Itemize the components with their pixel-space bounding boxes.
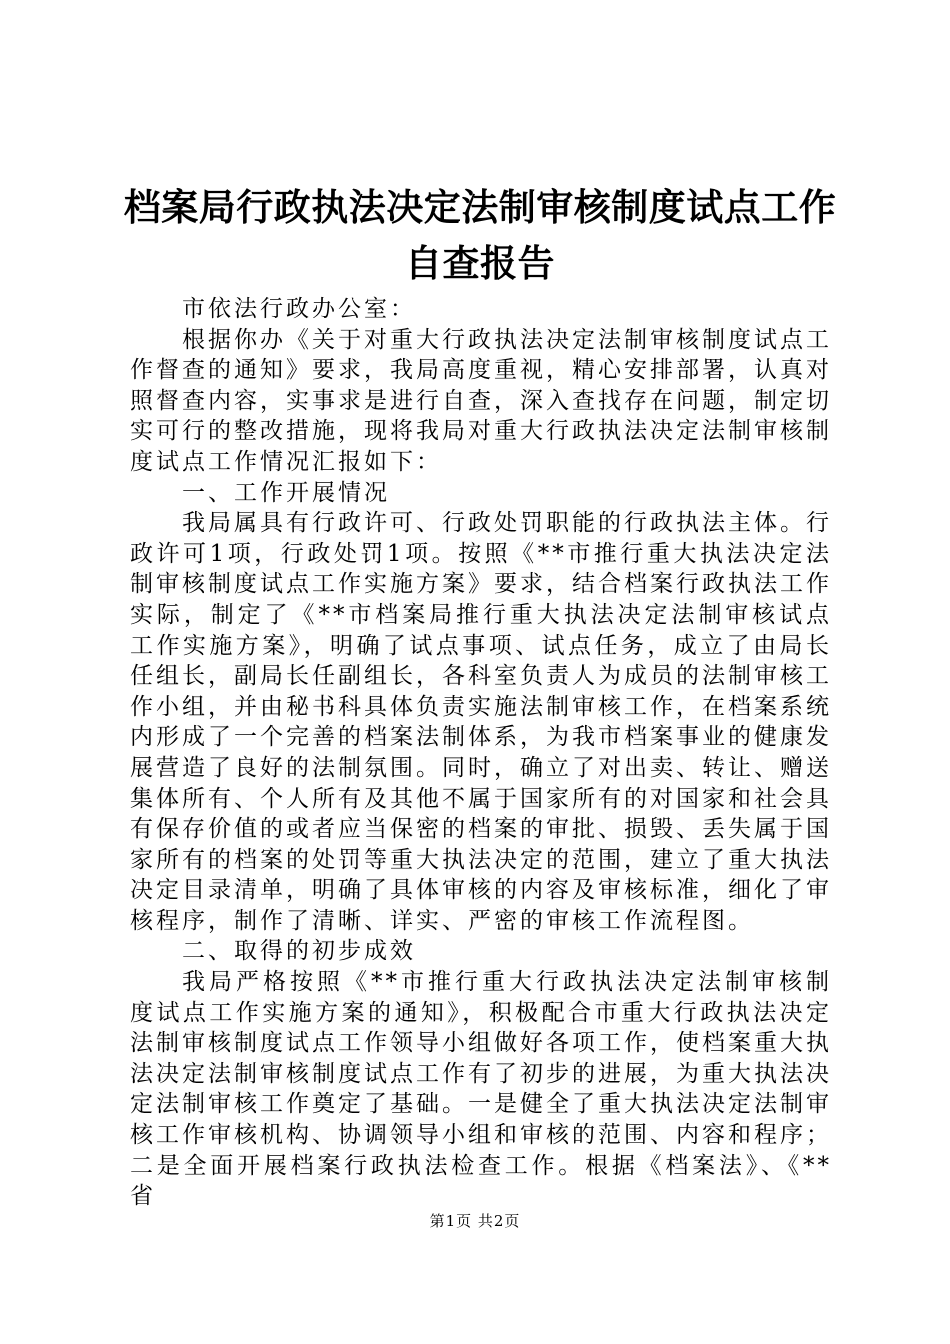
page-footer: 第1页 共2页: [429, 1212, 521, 1230]
intro-paragraph: 根据你办《关于对重大行政执法决定法制审核制度试点工作督查的通知》要求，我局高度重视，精心安排部署，认真对照督查内容，实事求是进行自查，深入查找存在问题，制定切实可行的整改措施，现将我局对重大行政执法决定法制审核制度试点工作情况汇报如下：: [130, 326, 832, 475]
salutation: 市依法行政办公室：: [182, 296, 416, 322]
document-body: [130, 294, 832, 1212]
section-1-paragraph: 我局属具有行政许可、行政处罚职能的行政执法主体。行政许可1项，行政处罚1项。按照《**市推行重大执法决定法制审核制度试点工作实施方案》要求，结合档案行政执法工作实际，制定了《**市档案局推行重大执法决定法制审核试点工作实施方案》，明确了试点事项、试点任务，成立了由局长任组长，副局长任副组长，各科室负责人为成员的法制审核工作小组，并由秘书科具体负责实施法制审核工作，在档案系统内形成了一个完善的档案法制体系，为我市档案事业的健康发展营造了良好的法制氛围。同时，确立了对出卖、转让、赠送集体所有、个人所有及其他不属于国家所有的对国家和社会具有保存价值的或者应当保密的档案的审批、损毁、丢失属于国家所有的档案的处罚等重大执法决定的范围，建立了重大执法决定目录清单，明确了具体审核的内容及审核标准，细化了审核程序，制作了清晰、详实、严密的审核工作流程图。: [130, 510, 832, 934]
document-title: 档案局行政执法决定法制审核制度试点工作自查报告: [123, 186, 837, 285]
section-heading-2: 二、取得的初步成效: [182, 938, 416, 965]
section-heading-1: 一、工作开展情况: [182, 479, 390, 506]
section-2-paragraph: 我局严格按照《**市推行重大行政执法决定法制审核制度试点工作实施方案的通知》，积极配合市重大行政执法决定法制审核制度试点工作领导小组做好各项工作，使档案重大执法决定法制审核制度试点工作有了初步的进展，为重大执法决定法制审核工作奠定了基础。一是健全了重大执法决定法制审核工作审核机构、协调领导小组和审核的范围、内容和程序；二是全面开展档案行政执法检查工作。根据《档案法》、《**省: [130, 969, 832, 1210]
